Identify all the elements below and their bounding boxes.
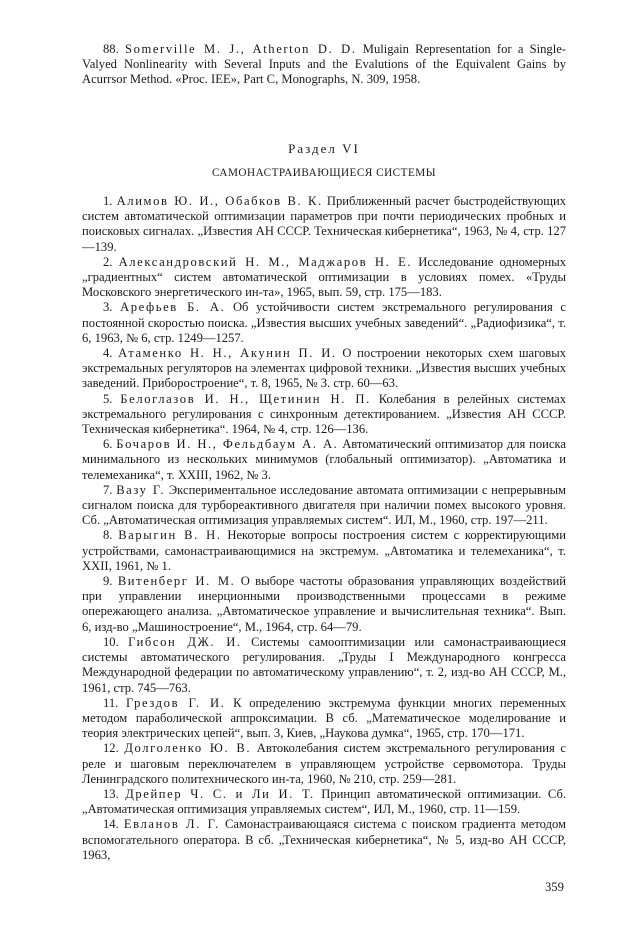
reference-text: К определению экстремума функции многих переменных методом параболической аппроксимации. В сб. „Математическое моделирование и теория электрических цепей“, вып. 3, Киев, „Наукова думка“, 1965, стр. 170—171.	[82, 695, 566, 741]
reference-number: 14.	[103, 817, 119, 832]
reference-author: Евланов Л. Г.	[123, 817, 220, 832]
reference-entry-10	[82, 635, 566, 696]
reference-text: Автоматический оптимизатор для поиска минимального из нескольких минимумов (глобальный оптимизатор). „Автоматика и телемеханика“, т. XXIII, 1962, № 3.	[82, 437, 566, 482]
reference-text: Принцип автоматической оптимизации. Сб. „Автоматическая оптимизация управляемых систем“, ИЛ, М., 1960, стр. 11—159.	[82, 786, 566, 817]
reference-text: Muligain Representation for a Single-Valyed Nonlinearity with Several Inputs and the Evalutions of the Equivalent Gains by Acurrsor Method. «Proc. IEE», Part C, Monographs, N. 309, 1958.	[82, 42, 566, 87]
reference-number: 7.	[103, 482, 113, 497]
reference-number: 88.	[103, 42, 119, 56]
reference-entry-2	[82, 255, 566, 301]
reference-author: Гибсон ДЖ. И.	[128, 634, 242, 649]
reference-number: 1.	[103, 194, 113, 208]
reference-entry-14	[82, 817, 566, 863]
reference-text: Некоторые вопросы построения систем с корректирующими устройствами, самонастраивающимися на экстремум. „Автоматика и телемеханика“, т. XXII, 1961, № 1.	[82, 528, 567, 573]
reference-author: Атаменко Н. Н., Акунин П. И.	[118, 346, 337, 361]
reference-number: 6.	[103, 437, 113, 452]
reference-text: Системы самооптимизации или самонастраивающиеся системы автоматического регулирования. „Труды I Международного конгресса Международной федерации по автоматическому управлению“, т. 2, изд-во АН СССР, М., 1961, стр. 745—763.	[82, 634, 566, 695]
reference-number: 4.	[103, 346, 113, 361]
reference-number: 8.	[103, 528, 113, 543]
reference-text: Приближенный расчет быстродействующих систем автоматической оптимизации параметров при почти периодических пробных и поисковых сигналах. „Известия АН СССР. Техническая кибернетика“, 1963, № 4, стр. 127—139.	[82, 194, 566, 254]
reference-number: 9.	[103, 574, 113, 589]
reference-number: 5.	[103, 391, 113, 406]
reference-number: 10.	[103, 634, 119, 649]
reference-entry-6	[82, 437, 566, 483]
reference-number: 13.	[103, 786, 119, 801]
reference-number: 12.	[103, 741, 119, 756]
reference-text: О выборе частоты образования управляющих воздействий при управлении инерционными производственными процессами в режиме опережающего анализа. „Автоматическое управление и вычислительная техника“. Вып. 6, изд-во „Машиностроение“, М., 1964, стр. 64—79.	[82, 574, 567, 634]
reference-entry-3	[82, 300, 566, 346]
reference-entry-11	[82, 696, 566, 742]
reference-text: Исследование одномерных „градиентных“ систем автоматической оптимизации в условиях помех. «Труды Московского энергетического ин-та», 1965, вып. 59, стр. 175—183.	[82, 254, 566, 300]
reference-author: Долголенко Ю. В.	[124, 741, 252, 756]
reference-author: Вазу Г.	[116, 482, 166, 497]
reference-text: Самонастраивающаяся система с поиском градиента методом вспомогательного оператора. В сб. „Техническая кибернетика“, № 5, изд-во АН СССР, 1963,	[82, 817, 567, 862]
reference-entry-1	[82, 194, 566, 255]
reference-entry-13	[82, 787, 566, 817]
reference-entry	[82, 42, 566, 88]
reference-text: Об устойчивости систем экстремального регулирования с постоянной скоростью поиска. „Известия высших учебных заведений“. „Радиофизика“, т. 6, 1963, № 6, стр. 1249—1257.	[82, 300, 566, 345]
reference-author: Александровский Н. М., Маджаров Н. Е.	[118, 254, 413, 269]
reference-entry-5	[82, 392, 566, 438]
reference-author: Алимов Ю. И., Обабков В. К.	[116, 194, 323, 208]
reference-author: Варыгин В. Н.	[118, 528, 222, 543]
reference-author: Дрейпер Ч. С. и Ли И. Т.	[125, 786, 315, 801]
reference-entry-9	[82, 574, 566, 635]
section-title: Раздел VI	[288, 141, 360, 156]
reference-author: Арефьев Б. А.	[120, 300, 226, 315]
reference-text: Экспериментальное исследование автомата оптимизации с непрерывным сигналом поиска для турбореактивного двигателя при наличии помех высокого уровня. Сб. „Автоматическая оптимизация управляемых систем“. ИЛ, М., 1960, стр. 197—211.	[82, 482, 566, 528]
reference-entry-8	[82, 528, 566, 574]
reference-number: 11.	[103, 695, 119, 710]
reference-text: О построении некоторых схем шаговых экстремальных регуляторов на элементах цифровой техники. „Известия высших учебных заведений. Приборостроение“, т. 8, 1965, № 3. стр. 60—63.	[82, 346, 567, 391]
section-subtitle: САМОНАСТРАИВАЮЩИЕСЯ СИСТЕМЫ	[212, 167, 436, 179]
page-number: 359	[545, 880, 564, 894]
reference-number: 2.	[103, 254, 113, 269]
reference-author: Белоглазов И. Н., Щетинин Н. П.	[120, 391, 371, 406]
reference-author: Грездов Г. И.	[126, 695, 226, 710]
reference-text: Колебания в релейных системах экстремального регулирования с синхронным детектированием. „Известия АН СССР. Техническая кибернетика“. 1964, № 4, стр. 126—136.	[82, 391, 567, 437]
reference-entry-4	[82, 346, 566, 392]
reference-text: Автоколебания систем экстремального регулирования с реле и шаговым переключателем в управляющем устройстве сервомотора. Труды Ленинградского политехнического ин-та, 1960, № 210, стр. 259—281.	[82, 741, 566, 786]
reference-author: Бочаров И. Н., Фельдбаум А. А.	[116, 437, 339, 452]
reference-number: 3.	[103, 300, 113, 315]
reference-author: Somerville M. J., Atherton D. D.	[124, 42, 357, 56]
reference-entry-7	[82, 483, 566, 529]
reference-entry-12	[82, 741, 566, 787]
previous-reference-entry	[82, 42, 566, 88]
reference-list	[82, 194, 566, 863]
reference-author: Витенберг И. М.	[117, 574, 236, 589]
